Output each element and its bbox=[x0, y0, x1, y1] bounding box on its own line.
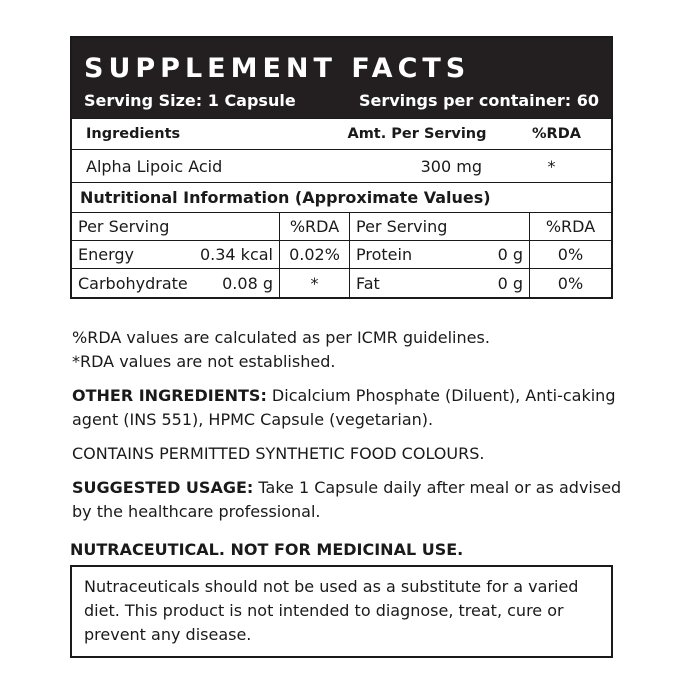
rda-notes bbox=[72, 326, 632, 374]
nut-value: 0 g bbox=[497, 273, 523, 293]
nut-header-rda-left: %RDA bbox=[280, 213, 350, 241]
nutraceutical-warning: NUTRACEUTICAL. NOT FOR MEDICINAL USE. bbox=[70, 540, 464, 559]
servings-per-container: Servings per container: 60 bbox=[358, 91, 599, 110]
nut-fat bbox=[350, 269, 530, 297]
suggested-usage bbox=[72, 476, 632, 524]
ingredient-name: Alpha Lipoic Acid bbox=[86, 156, 223, 176]
ingredient-amount: 300 mg bbox=[420, 156, 482, 176]
suggested-usage-text: Take 1 Capsule daily after meal or as advised by the healthcare professional. bbox=[72, 478, 622, 521]
nut-value: 0 g bbox=[497, 245, 523, 264]
nut-energy bbox=[72, 241, 280, 269]
nut-name: Fat bbox=[356, 273, 380, 293]
supplement-facts-panel bbox=[70, 36, 613, 299]
nut-name: Protein bbox=[356, 245, 413, 264]
serving-size: Serving Size: 1 Capsule bbox=[84, 91, 296, 110]
nut-value: 0.34 kcal bbox=[199, 245, 273, 264]
nut-energy-rda: 0.02% bbox=[280, 241, 350, 269]
nut-protein-rda: 0% bbox=[530, 241, 611, 269]
nut-name: Energy bbox=[78, 245, 135, 264]
rda-note-icmr: %RDA values are calculated as per ICMR guidelines. bbox=[72, 328, 490, 347]
nut-carbohydrate bbox=[72, 269, 280, 297]
ingredients-header-row bbox=[72, 118, 611, 149]
food-colours-note: CONTAINS PERMITTED SYNTHETIC FOOD COLOURS. bbox=[72, 444, 485, 463]
col-rda: %RDA bbox=[532, 126, 581, 142]
nut-carbohydrate-rda: * bbox=[280, 269, 350, 297]
nut-header-per-serving-left: Per Serving bbox=[72, 213, 280, 241]
nutrition-title: Nutritional Information (Approximate Values) bbox=[72, 182, 611, 212]
col-amount: Amt. Per Serving bbox=[347, 126, 487, 142]
suggested-usage-label: SUGGESTED USAGE: bbox=[72, 478, 254, 497]
other-ingredients bbox=[72, 384, 632, 432]
nut-name: Carbohydrate bbox=[78, 273, 188, 293]
ingredient-rda: * bbox=[547, 156, 556, 176]
nut-header-per-serving-right: Per Serving bbox=[350, 213, 530, 241]
rda-note-not-established: *RDA values are not established. bbox=[72, 352, 336, 371]
facts-title: SUPPLEMENT FACTS bbox=[84, 53, 471, 84]
facts-header bbox=[72, 38, 611, 118]
nut-protein bbox=[350, 241, 530, 269]
nutrition-grid bbox=[72, 212, 611, 297]
label-notes bbox=[72, 326, 632, 534]
nut-header-rda-right: %RDA bbox=[530, 213, 611, 241]
nut-value: 0.08 g bbox=[222, 273, 273, 293]
serving-info bbox=[84, 90, 599, 112]
other-ingredients-text: Dicalcium Phosphate (Diluent), Anti-caking agent (INS 551), HPMC Capsule (vegetarian). bbox=[72, 386, 616, 429]
table-row bbox=[72, 149, 611, 182]
disclaimer-box: Nutraceuticals should not be used as a substitute for a varied diet. This product is not intended to diagnose, treat, cure or prevent any disease. bbox=[70, 565, 613, 658]
col-ingredients: Ingredients bbox=[86, 126, 181, 142]
nut-fat-rda: 0% bbox=[557, 273, 584, 293]
other-ingredients-label: OTHER INGREDIENTS: bbox=[72, 386, 267, 405]
